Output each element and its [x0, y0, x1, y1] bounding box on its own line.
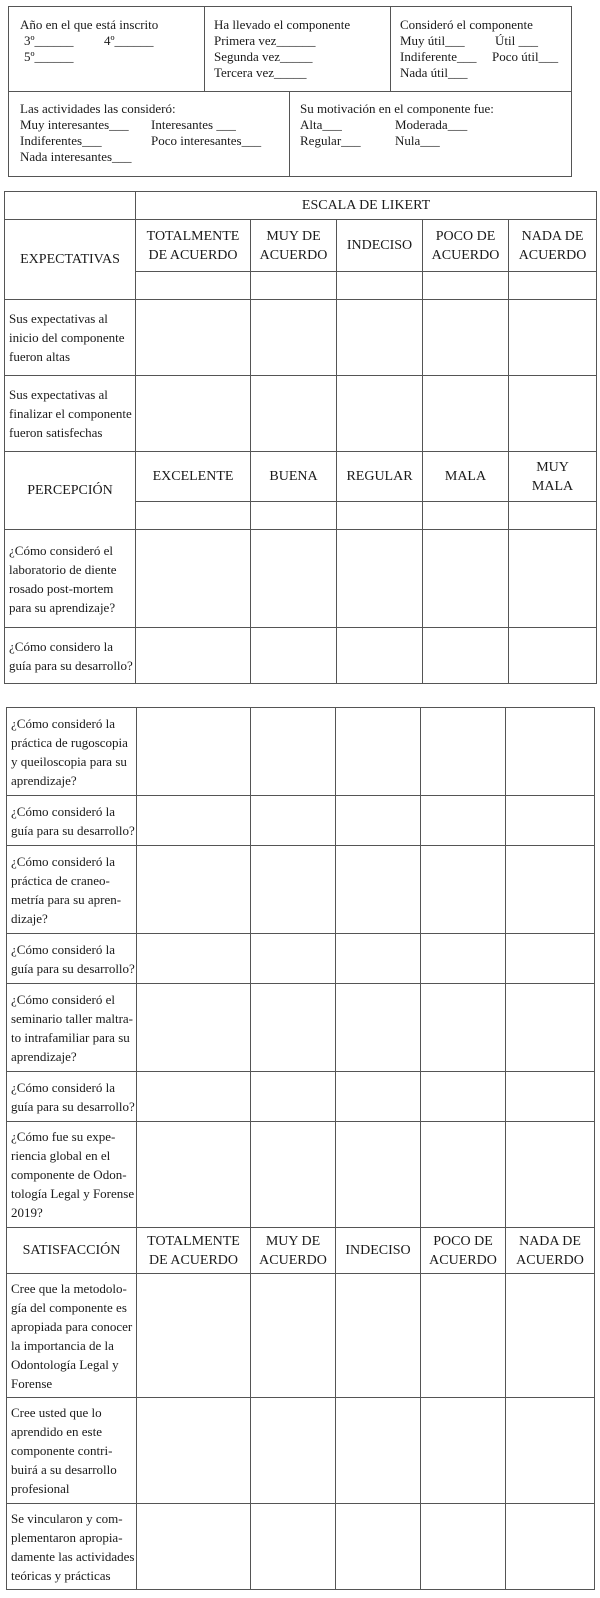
answer-cell[interactable]	[336, 1504, 421, 1590]
times-option-second[interactable]: Segunda vez_____	[214, 49, 313, 64]
answer-cell[interactable]	[506, 846, 595, 934]
col-header-totalmente-de-acuerdo: TOTALMENTE DE ACUERDO	[136, 220, 251, 272]
info-divider-v1	[204, 6, 205, 91]
answer-cell[interactable]	[251, 1072, 336, 1122]
answer-cell[interactable]	[506, 1122, 595, 1228]
col-header-poco-de-acuerdo: POCO DE ACUERDO	[423, 220, 509, 272]
question-label: ¿Cómo consideró la guía para su desarrollo?	[7, 796, 137, 846]
answer-cell[interactable]	[251, 934, 336, 984]
corner-cell	[5, 192, 136, 220]
answer-cell[interactable]	[421, 1274, 506, 1398]
usefulness-option-little-useful[interactable]: Poco útil___	[492, 49, 559, 64]
answer-cell[interactable]	[336, 796, 421, 846]
answer-cell[interactable]	[251, 530, 337, 628]
answer-cell[interactable]	[337, 376, 423, 452]
usefulness-option-indifferent[interactable]: Indiferente___	[400, 49, 477, 64]
times-option-third[interactable]: Tercera vez_____	[214, 65, 307, 80]
answer-cell[interactable]	[137, 984, 251, 1072]
info-divider-v3	[289, 91, 290, 177]
question-row	[7, 1122, 595, 1228]
question-label: ¿Cómo consideró la guía para su desarrollo?	[7, 1072, 137, 1122]
scale-title-row	[5, 192, 597, 220]
answer-cell[interactable]	[251, 984, 336, 1072]
answer-cell[interactable]	[421, 708, 506, 796]
question-row	[7, 1398, 595, 1504]
year-label: Año en el que está inscrito	[20, 17, 159, 32]
answer-cell[interactable]	[506, 984, 595, 1072]
blank-cell	[509, 272, 597, 300]
times-label: Ha llevado el componente	[214, 17, 351, 32]
question-label: Sus expectativas al finalizar el componente fueron satisfechas	[5, 376, 136, 452]
answer-cell[interactable]	[137, 1504, 251, 1590]
answer-cell[interactable]	[251, 1504, 336, 1590]
motivation-option-regular[interactable]: Regular___	[300, 133, 361, 148]
col-header-indeciso: INDECISO	[336, 1228, 421, 1274]
answer-cell[interactable]	[251, 796, 336, 846]
usefulness-option-useless[interactable]: Nada útil___	[400, 65, 468, 80]
question-label: ¿Cómo consideró la práctica de rugoscopia y queiloscopia para su aprendizaje?	[7, 708, 137, 796]
answer-cell[interactable]	[421, 1122, 506, 1228]
question-label: Cree que la metodolo- gía del componente es apropiada para conocer la importancia de la Odontología Legal y Forense	[7, 1274, 137, 1398]
col-header-regular: REGULAR	[337, 452, 423, 502]
answer-cell[interactable]	[509, 628, 597, 684]
question-label: ¿Cómo consideró la guía para su desarrollo?	[7, 934, 137, 984]
percepcion-section-label: PERCEPCIÓN	[5, 452, 136, 530]
likert-table-2	[6, 707, 595, 1590]
question-row	[7, 984, 595, 1072]
question-row	[5, 530, 597, 628]
answer-cell[interactable]	[506, 1072, 595, 1122]
blank-cell	[251, 272, 337, 300]
answer-cell[interactable]	[336, 1072, 421, 1122]
usefulness-option-useful[interactable]: Útil ___	[495, 33, 538, 48]
col-header-nada-de-acuerdo: NADA DE ACUERDO	[506, 1228, 595, 1274]
activities-option-indifferent[interactable]: Indiferentes___	[20, 133, 102, 148]
times-option-first[interactable]: Primera vez______	[214, 33, 316, 48]
answer-cell[interactable]	[136, 300, 251, 376]
answer-cell[interactable]	[137, 846, 251, 934]
question-row	[5, 628, 597, 684]
question-label: Se vincularon y com- plementaron apropia- damente las actividades teóricas y prácticas	[7, 1504, 137, 1590]
answer-cell[interactable]	[506, 1274, 595, 1398]
answer-cell[interactable]	[336, 846, 421, 934]
answer-cell[interactable]	[421, 796, 506, 846]
question-row	[7, 796, 595, 846]
answer-cell[interactable]	[137, 1122, 251, 1228]
col-header-poco-de-acuerdo: POCO DE ACUERDO	[421, 1228, 506, 1274]
info-divider-h	[8, 91, 572, 92]
motivation-option-null[interactable]: Nula___	[395, 133, 440, 148]
activities-option-very-interesting[interactable]: Muy interesantes___	[20, 117, 129, 132]
question-label: ¿Cómo fue su expe- riencia global en el componente de Odon- tología Legal y Forense 2019?	[7, 1122, 137, 1228]
answer-cell[interactable]	[337, 530, 423, 628]
blank-cell	[509, 502, 597, 530]
col-header-indeciso: INDECISO	[337, 220, 423, 272]
info-divider-v2	[390, 6, 391, 91]
answer-cell[interactable]	[421, 1398, 506, 1504]
answer-cell[interactable]	[336, 934, 421, 984]
blank-cell	[423, 272, 509, 300]
answer-cell[interactable]	[251, 1398, 336, 1504]
answer-cell[interactable]	[336, 708, 421, 796]
blank-cell	[136, 272, 251, 300]
blank-cell	[337, 502, 423, 530]
expectativas-header-row	[5, 220, 597, 272]
year-option-4[interactable]: 4º______	[104, 33, 154, 48]
col-header-mala: MALA	[423, 452, 509, 502]
answer-cell[interactable]	[509, 376, 597, 452]
answer-cell[interactable]	[251, 376, 337, 452]
answer-cell[interactable]	[509, 300, 597, 376]
answer-cell[interactable]	[421, 1504, 506, 1590]
answer-cell[interactable]	[421, 984, 506, 1072]
answer-cell[interactable]	[336, 984, 421, 1072]
answer-cell[interactable]	[506, 1504, 595, 1590]
answer-cell[interactable]	[423, 628, 509, 684]
question-row	[7, 1274, 595, 1398]
question-row	[5, 376, 597, 452]
expectativas-section-label: EXPECTATIVAS	[5, 220, 136, 300]
activities-option-little-interesting[interactable]: Poco interesantes___	[151, 133, 262, 148]
col-header-excelente: EXCELENTE	[136, 452, 251, 502]
year-option-5[interactable]: 5º______	[24, 49, 74, 64]
question-row	[7, 708, 595, 796]
col-header-muy-mala: MUY MALA	[509, 452, 597, 502]
activities-option-interesting[interactable]: Interesantes ___	[151, 117, 236, 132]
question-label: Sus expectativas al inicio del componente fueron altas	[5, 300, 136, 376]
answer-cell[interactable]	[137, 1274, 251, 1398]
col-header-totalmente-de-acuerdo: TOTALMENTE DE ACUERDO	[137, 1228, 251, 1274]
answer-cell[interactable]	[137, 1072, 251, 1122]
blank-cell	[423, 502, 509, 530]
likert-scale-title: ESCALA DE LIKERT	[136, 192, 597, 220]
question-row	[5, 300, 597, 376]
answer-cell[interactable]	[137, 796, 251, 846]
answer-cell[interactable]	[423, 376, 509, 452]
answer-cell[interactable]	[506, 934, 595, 984]
answer-cell[interactable]	[421, 846, 506, 934]
activities-label: Las actividades las consideró:	[20, 101, 176, 116]
activities-option-not-interesting[interactable]: Nada interesantes___	[20, 149, 132, 164]
answer-cell[interactable]	[251, 300, 337, 376]
answer-cell[interactable]	[251, 1274, 336, 1398]
answer-cell[interactable]	[251, 708, 336, 796]
likert-table-1	[4, 191, 597, 684]
answer-cell[interactable]	[136, 530, 251, 628]
answer-cell[interactable]	[506, 708, 595, 796]
usefulness-label: Consideró el componente	[400, 17, 533, 32]
answer-cell[interactable]	[421, 934, 506, 984]
blank-cell	[136, 502, 251, 530]
col-header-buena: BUENA	[251, 452, 337, 502]
answer-cell[interactable]	[136, 628, 251, 684]
question-row	[7, 934, 595, 984]
col-header-muy-de-acuerdo: MUY DE ACUERDO	[251, 220, 337, 272]
satisfaccion-header-row	[7, 1228, 595, 1274]
answer-cell[interactable]	[509, 530, 597, 628]
answer-cell[interactable]	[251, 846, 336, 934]
answer-cell[interactable]	[251, 628, 337, 684]
answer-cell[interactable]	[136, 376, 251, 452]
satisfaccion-section-label: SATISFACCIÓN	[7, 1228, 137, 1274]
answer-cell[interactable]	[506, 1398, 595, 1504]
year-option-3[interactable]: 3º______	[24, 33, 74, 48]
question-row	[7, 1072, 595, 1122]
percepcion-header-row	[5, 452, 597, 502]
answer-cell[interactable]	[137, 1398, 251, 1504]
question-label: ¿Cómo consideró el seminario taller maltra- to intrafamiliar para su aprendizaje?	[7, 984, 137, 1072]
question-label: Cree usted que lo aprendido en este componente contri- buirá a su desarrollo profesional	[7, 1398, 137, 1504]
question-label: ¿Cómo consideró la práctica de craneo- metría para su apren- dizaje?	[7, 846, 137, 934]
usefulness-option-very-useful[interactable]: Muy útil___	[400, 33, 465, 48]
motivation-option-moderate[interactable]: Moderada___	[395, 117, 468, 132]
answer-cell[interactable]	[251, 1122, 336, 1228]
blank-cell	[337, 272, 423, 300]
answer-cell[interactable]	[337, 628, 423, 684]
answer-cell[interactable]	[421, 1072, 506, 1122]
answer-cell[interactable]	[506, 796, 595, 846]
motivation-label: Su motivación en el componente fue:	[300, 101, 494, 116]
answer-cell[interactable]	[336, 1398, 421, 1504]
col-header-nada-de-acuerdo: NADA DE ACUERDO	[509, 220, 597, 272]
motivation-option-high[interactable]: Alta___	[300, 117, 342, 132]
col-header-muy-de-acuerdo: MUY DE ACUERDO	[251, 1228, 336, 1274]
answer-cell[interactable]	[336, 1274, 421, 1398]
blank-cell	[251, 502, 337, 530]
question-label: ¿Cómo considero la guía para su desarrollo?	[5, 628, 136, 684]
answer-cell[interactable]	[137, 934, 251, 984]
question-row	[7, 846, 595, 934]
answer-cell[interactable]	[423, 530, 509, 628]
answer-cell[interactable]	[337, 300, 423, 376]
question-row	[7, 1504, 595, 1590]
answer-cell[interactable]	[423, 300, 509, 376]
answer-cell[interactable]	[336, 1122, 421, 1228]
answer-cell[interactable]	[137, 708, 251, 796]
question-label: ¿Cómo consideró el laboratorio de diente rosado post-mortem para su aprendizaje?	[5, 530, 136, 628]
